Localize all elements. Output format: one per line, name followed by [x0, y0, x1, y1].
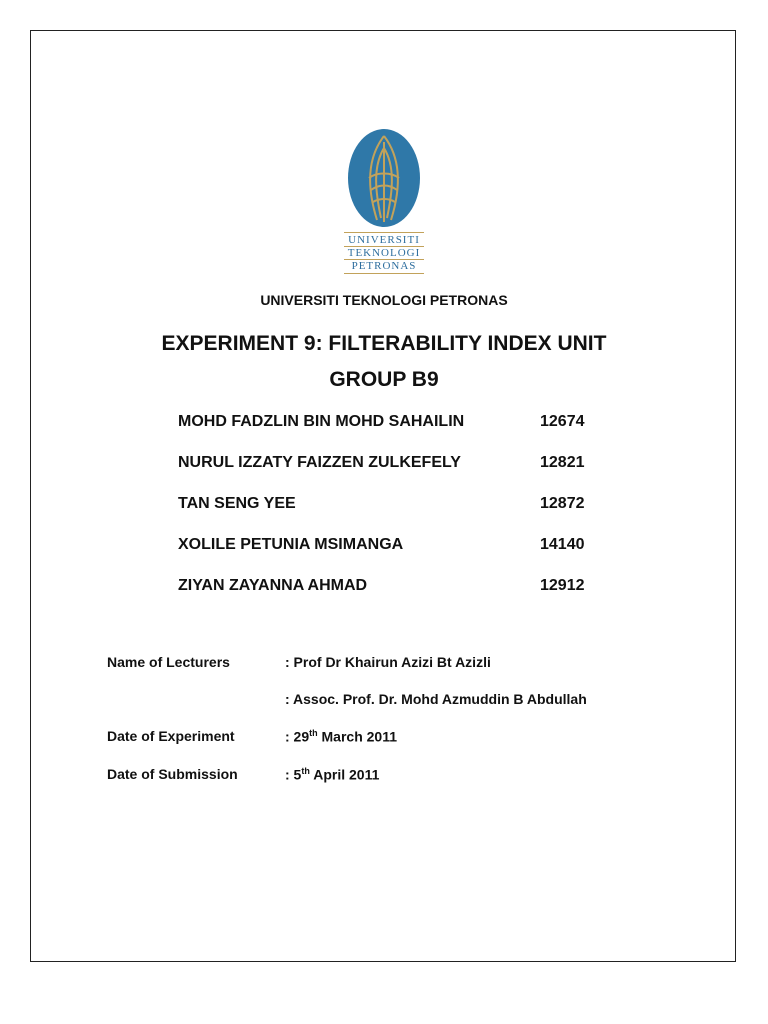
member-name: ZIYAN ZAYANNA AHMAD — [178, 577, 368, 594]
experiment-date-label: Date of Experiment — [107, 728, 235, 744]
utp-emblem-icon — [347, 128, 421, 228]
member-name: TAN SENG YEE — [178, 495, 296, 512]
member-name: XOLILE PETUNIA MSIMANGA — [178, 536, 404, 553]
member-name: NURUL IZZATY FAIZZEN ZULKEFELY — [178, 454, 461, 471]
member-name: MOHD FADZLIN BIN MOHD SAHAILIN — [178, 413, 465, 430]
university-logo — [336, 128, 432, 276]
member-row — [178, 577, 608, 599]
member-id: 12674 — [540, 413, 585, 430]
experiment-date-value — [285, 728, 397, 745]
experiment-date-day: : 29 — [285, 728, 310, 745]
logo-divider — [344, 232, 424, 233]
submission-date-label: Date of Submission — [107, 766, 238, 782]
experiment-date-row — [107, 728, 667, 748]
member-id: 14140 — [540, 536, 585, 553]
submission-date-suffix: th — [301, 766, 310, 776]
lecturer-2: : Assoc. Prof. Dr. Mohd Azmuddin B Abdullah — [285, 691, 587, 707]
logo-line-1: UNIVERSITI — [348, 234, 420, 246]
lecturers-row-2 — [107, 691, 667, 711]
member-id: 12872 — [540, 495, 585, 512]
member-row — [178, 495, 608, 517]
experiment-date-suffix: th — [309, 728, 318, 738]
member-row — [178, 536, 608, 558]
submission-date-day: : 5 — [285, 766, 302, 783]
experiment-date-month: March 2011 — [317, 728, 398, 745]
lecturer-1: : Prof Dr Khairun Azizi Bt Azizli — [285, 654, 491, 670]
submission-date-month: April 2011 — [309, 766, 380, 783]
logo-line-2: TEKNOLOGI — [347, 247, 421, 259]
logo-line-3: PETRONAS — [351, 260, 417, 272]
experiment-title: EXPERIMENT 9: FILTERABILITY INDEX UNIT — [161, 332, 607, 355]
group-title: GROUP B9 — [329, 368, 439, 391]
member-row — [178, 413, 608, 435]
university-name: UNIVERSITI TEKNOLOGI PETRONAS — [260, 292, 508, 308]
member-row — [178, 454, 608, 476]
member-id: 12912 — [540, 577, 585, 594]
submission-date-row — [107, 766, 667, 786]
lecturers-label: Name of Lecturers — [107, 654, 230, 670]
submission-date-value — [285, 766, 379, 783]
member-id: 12821 — [540, 454, 585, 471]
logo-divider — [344, 273, 424, 274]
lecturers-row — [107, 654, 667, 674]
